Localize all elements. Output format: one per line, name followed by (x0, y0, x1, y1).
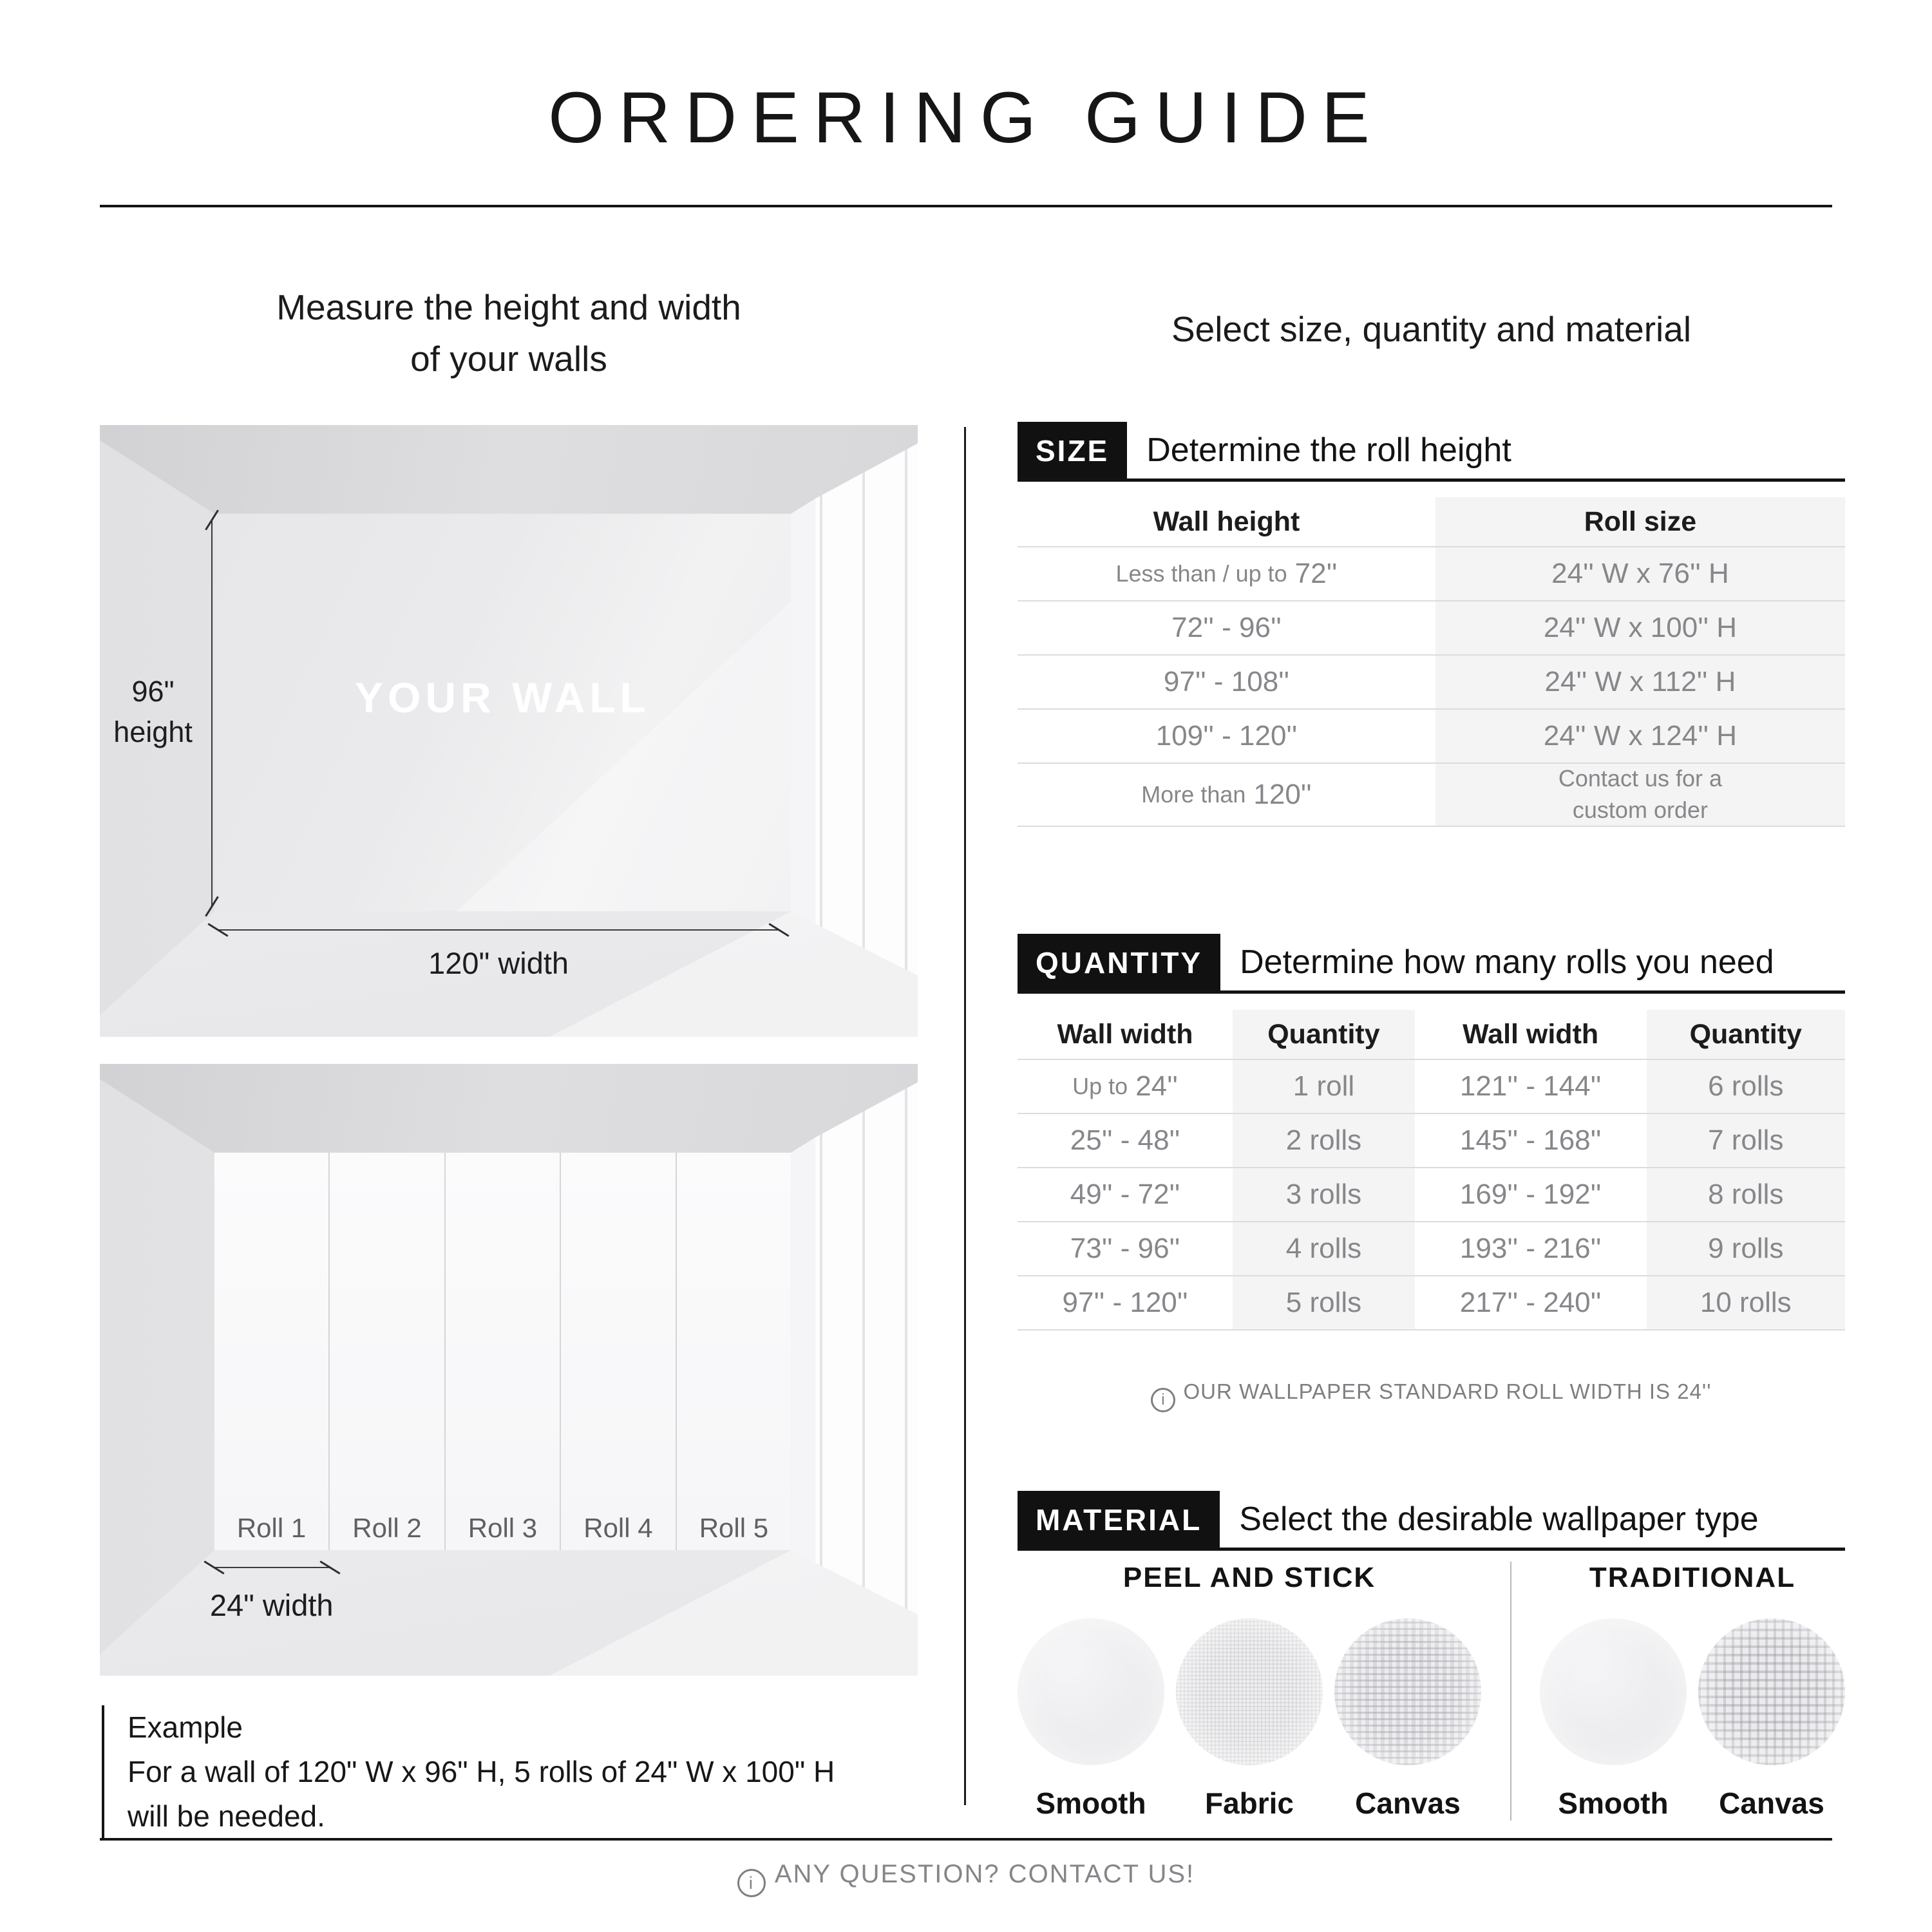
quantity-section-title: Determine how many rolls you need (1240, 943, 1774, 981)
wall-width-cell: 49'' - 72'' (1070, 1179, 1180, 1210)
quantity-cell: 2 rolls (1233, 1114, 1415, 1167)
info-icon: i (737, 1869, 766, 1897)
example-title: Example (128, 1710, 243, 1744)
wall-width-cell: Up to 24'' (1072, 1070, 1178, 1102)
quantity-table-row (1018, 1168, 1845, 1222)
measure-heading-line1: Measure the height and width (276, 287, 741, 327)
smooth-texture-sample (1018, 1618, 1164, 1765)
width-dimension-label: 120" width (428, 945, 569, 980)
roll-panel-2 (328, 1153, 444, 1551)
swatch-label: Canvas (1719, 1786, 1824, 1820)
swatch-label: Fabric (1204, 1786, 1294, 1820)
wall-width-cell: 121'' - 144'' (1459, 1070, 1602, 1102)
example-line2: will be needed. (128, 1799, 325, 1833)
roll-2-label: Roll 2 (352, 1513, 422, 1544)
width-dimension-line (218, 929, 779, 931)
footer-contact-note (0, 1860, 1932, 1897)
material-badge: MATERIAL (1018, 1491, 1220, 1548)
room-illustration-measure (100, 425, 918, 1037)
swatch-canvas (1698, 1618, 1845, 1821)
roll-panel-4 (560, 1153, 675, 1551)
size-table-row (1018, 710, 1845, 764)
footer-divider-line (100, 1838, 1832, 1841)
quantity-cell: 10 rolls (1647, 1276, 1845, 1329)
canvas-texture-sample (1698, 1618, 1845, 1765)
wall-height-cell: 72'' - 96'' (1171, 612, 1282, 643)
material-group-traditional (1540, 1562, 1845, 1821)
roll-width-note-text: OUR WALLPAPER STANDARD ROLL WIDTH IS 24'' (1183, 1379, 1712, 1403)
fabric-texture-sample (1176, 1618, 1323, 1765)
peel-and-stick-swatches (1018, 1618, 1481, 1821)
quantity-cell: 5 rolls (1233, 1276, 1415, 1329)
size-table-row (1018, 764, 1845, 827)
traditional-title: TRADITIONAL (1589, 1562, 1796, 1593)
quantity-badge: QUANTITY (1018, 934, 1220, 990)
header-divider-line (100, 205, 1832, 207)
quantity-col-quantity: Quantity (1233, 1010, 1415, 1059)
roll-size-cell: 24'' W x 112'' H (1435, 656, 1845, 708)
roll-1-label: Roll 1 (236, 1513, 307, 1544)
measure-heading-line2: of your walls (410, 338, 607, 379)
smooth-texture-sample (1540, 1618, 1687, 1765)
quantity-cell: 7 rolls (1647, 1114, 1845, 1167)
material-group-divider (1510, 1562, 1511, 1821)
quantity-col-wall-width: Wall width (1057, 1018, 1193, 1050)
height-word: height (113, 715, 193, 748)
size-badge: SIZE (1018, 422, 1127, 478)
wall-width-cell: 193'' - 216'' (1459, 1233, 1602, 1264)
page-title: ORDERING GUIDE (548, 77, 1384, 158)
swatch-label: Smooth (1036, 1786, 1146, 1820)
swatch-fabric (1176, 1618, 1323, 1821)
height-dimension-line (211, 520, 213, 906)
size-table-row (1018, 601, 1845, 656)
roll-size-cell: 24'' W x 124'' H (1435, 710, 1845, 762)
wall-width-cell: 145'' - 168'' (1459, 1124, 1602, 1156)
roll-size-cell: 24'' W x 76'' H (1435, 547, 1845, 600)
roll-5-label: Roll 5 (699, 1513, 769, 1544)
footer-contact-text: ANY QUESTION? CONTACT US! (774, 1860, 1195, 1888)
wall-width-cell: 25'' - 48'' (1070, 1124, 1180, 1156)
measure-instructions-heading (100, 282, 918, 385)
wall-width-cell: 73'' - 96'' (1070, 1233, 1180, 1264)
info-icon: i (1151, 1388, 1175, 1412)
swatch-smooth (1540, 1618, 1687, 1821)
quantity-cell: 4 rolls (1233, 1222, 1415, 1275)
wall-height-cell: Less than / up to 72'' (1115, 558, 1338, 589)
roll-4-label: Roll 4 (583, 1513, 653, 1544)
roll-size-cell: Contact us for a custom order (1435, 764, 1845, 826)
example-line1: For a wall of 120" W x 96" H, 5 rolls of 24" W x 100" H (128, 1755, 835, 1788)
size-col-wall-height: Wall height (1153, 506, 1300, 537)
wallpaper-roll-panels (214, 1153, 791, 1551)
wall-height-cell: 97'' - 108'' (1163, 666, 1289, 697)
wall-width-cell: 97'' - 120'' (1062, 1287, 1188, 1318)
quantity-cell: 3 rolls (1233, 1168, 1415, 1221)
height-value: 96" (131, 674, 175, 708)
swatch-label: Smooth (1558, 1786, 1669, 1820)
roll-3-label: Roll 3 (468, 1513, 538, 1544)
roll-width-dimension-label: 24" width (209, 1588, 334, 1623)
quantity-cell: 8 rolls (1647, 1168, 1845, 1221)
roll-panel-5 (676, 1153, 791, 1551)
quantity-cell: 1 roll (1233, 1060, 1415, 1113)
roll-panel-1 (214, 1153, 328, 1551)
your-wall-label: YOUR WALL (354, 673, 650, 721)
quantity-table (1018, 1010, 1845, 1331)
wall-width-cell: 169'' - 192'' (1459, 1179, 1602, 1210)
quantity-cell: 6 rolls (1647, 1060, 1845, 1113)
quantity-table-row (1018, 1060, 1845, 1114)
column-divider-line (964, 427, 966, 1805)
size-table-row (1018, 547, 1845, 601)
wall-height-cell: More than 120'' (1141, 779, 1312, 810)
roll-width-dimension-line (214, 1567, 330, 1568)
room-illustration-rolls (100, 1064, 918, 1676)
quantity-section-header (1018, 934, 1845, 994)
canvas-texture-sample (1334, 1618, 1481, 1765)
swatch-canvas (1334, 1618, 1481, 1821)
swatch-smooth (1018, 1618, 1164, 1821)
material-group-peel-and-stick (1018, 1562, 1481, 1821)
size-table-header-row (1018, 497, 1845, 547)
height-dimension-label (100, 671, 206, 752)
material-section-header (1018, 1491, 1845, 1551)
traditional-swatches (1540, 1618, 1845, 1821)
roll-width-note (1018, 1379, 1845, 1412)
quantity-table-row (1018, 1276, 1845, 1331)
quantity-table-row (1018, 1222, 1845, 1276)
size-table (1018, 497, 1845, 827)
select-options-heading: Select size, quantity and material (1171, 309, 1692, 349)
example-block (102, 1705, 835, 1839)
swatch-label: Canvas (1355, 1786, 1461, 1820)
quantity-cell: 9 rolls (1647, 1222, 1845, 1275)
roll-size-cell: 24'' W x 100'' H (1435, 601, 1845, 654)
size-section-header (1018, 422, 1845, 482)
wall-height-cell: 109'' - 120'' (1155, 720, 1298, 752)
roll-panel-3 (444, 1153, 560, 1551)
wall-width-cell: 217'' - 240'' (1459, 1287, 1602, 1318)
size-section-title: Determine the roll height (1146, 431, 1511, 469)
size-col-roll-size: Roll size (1435, 497, 1845, 546)
quantity-table-header-row (1018, 1010, 1845, 1060)
size-table-row (1018, 656, 1845, 710)
quantity-table-row (1018, 1114, 1845, 1168)
material-section-title: Select the desirable wallpaper type (1239, 1501, 1759, 1538)
peel-and-stick-title: PEEL AND STICK (1122, 1562, 1376, 1593)
quantity-col-wall-width: Wall width (1463, 1018, 1599, 1050)
material-options (1018, 1562, 1845, 1821)
quantity-col-quantity: Quantity (1647, 1010, 1845, 1059)
